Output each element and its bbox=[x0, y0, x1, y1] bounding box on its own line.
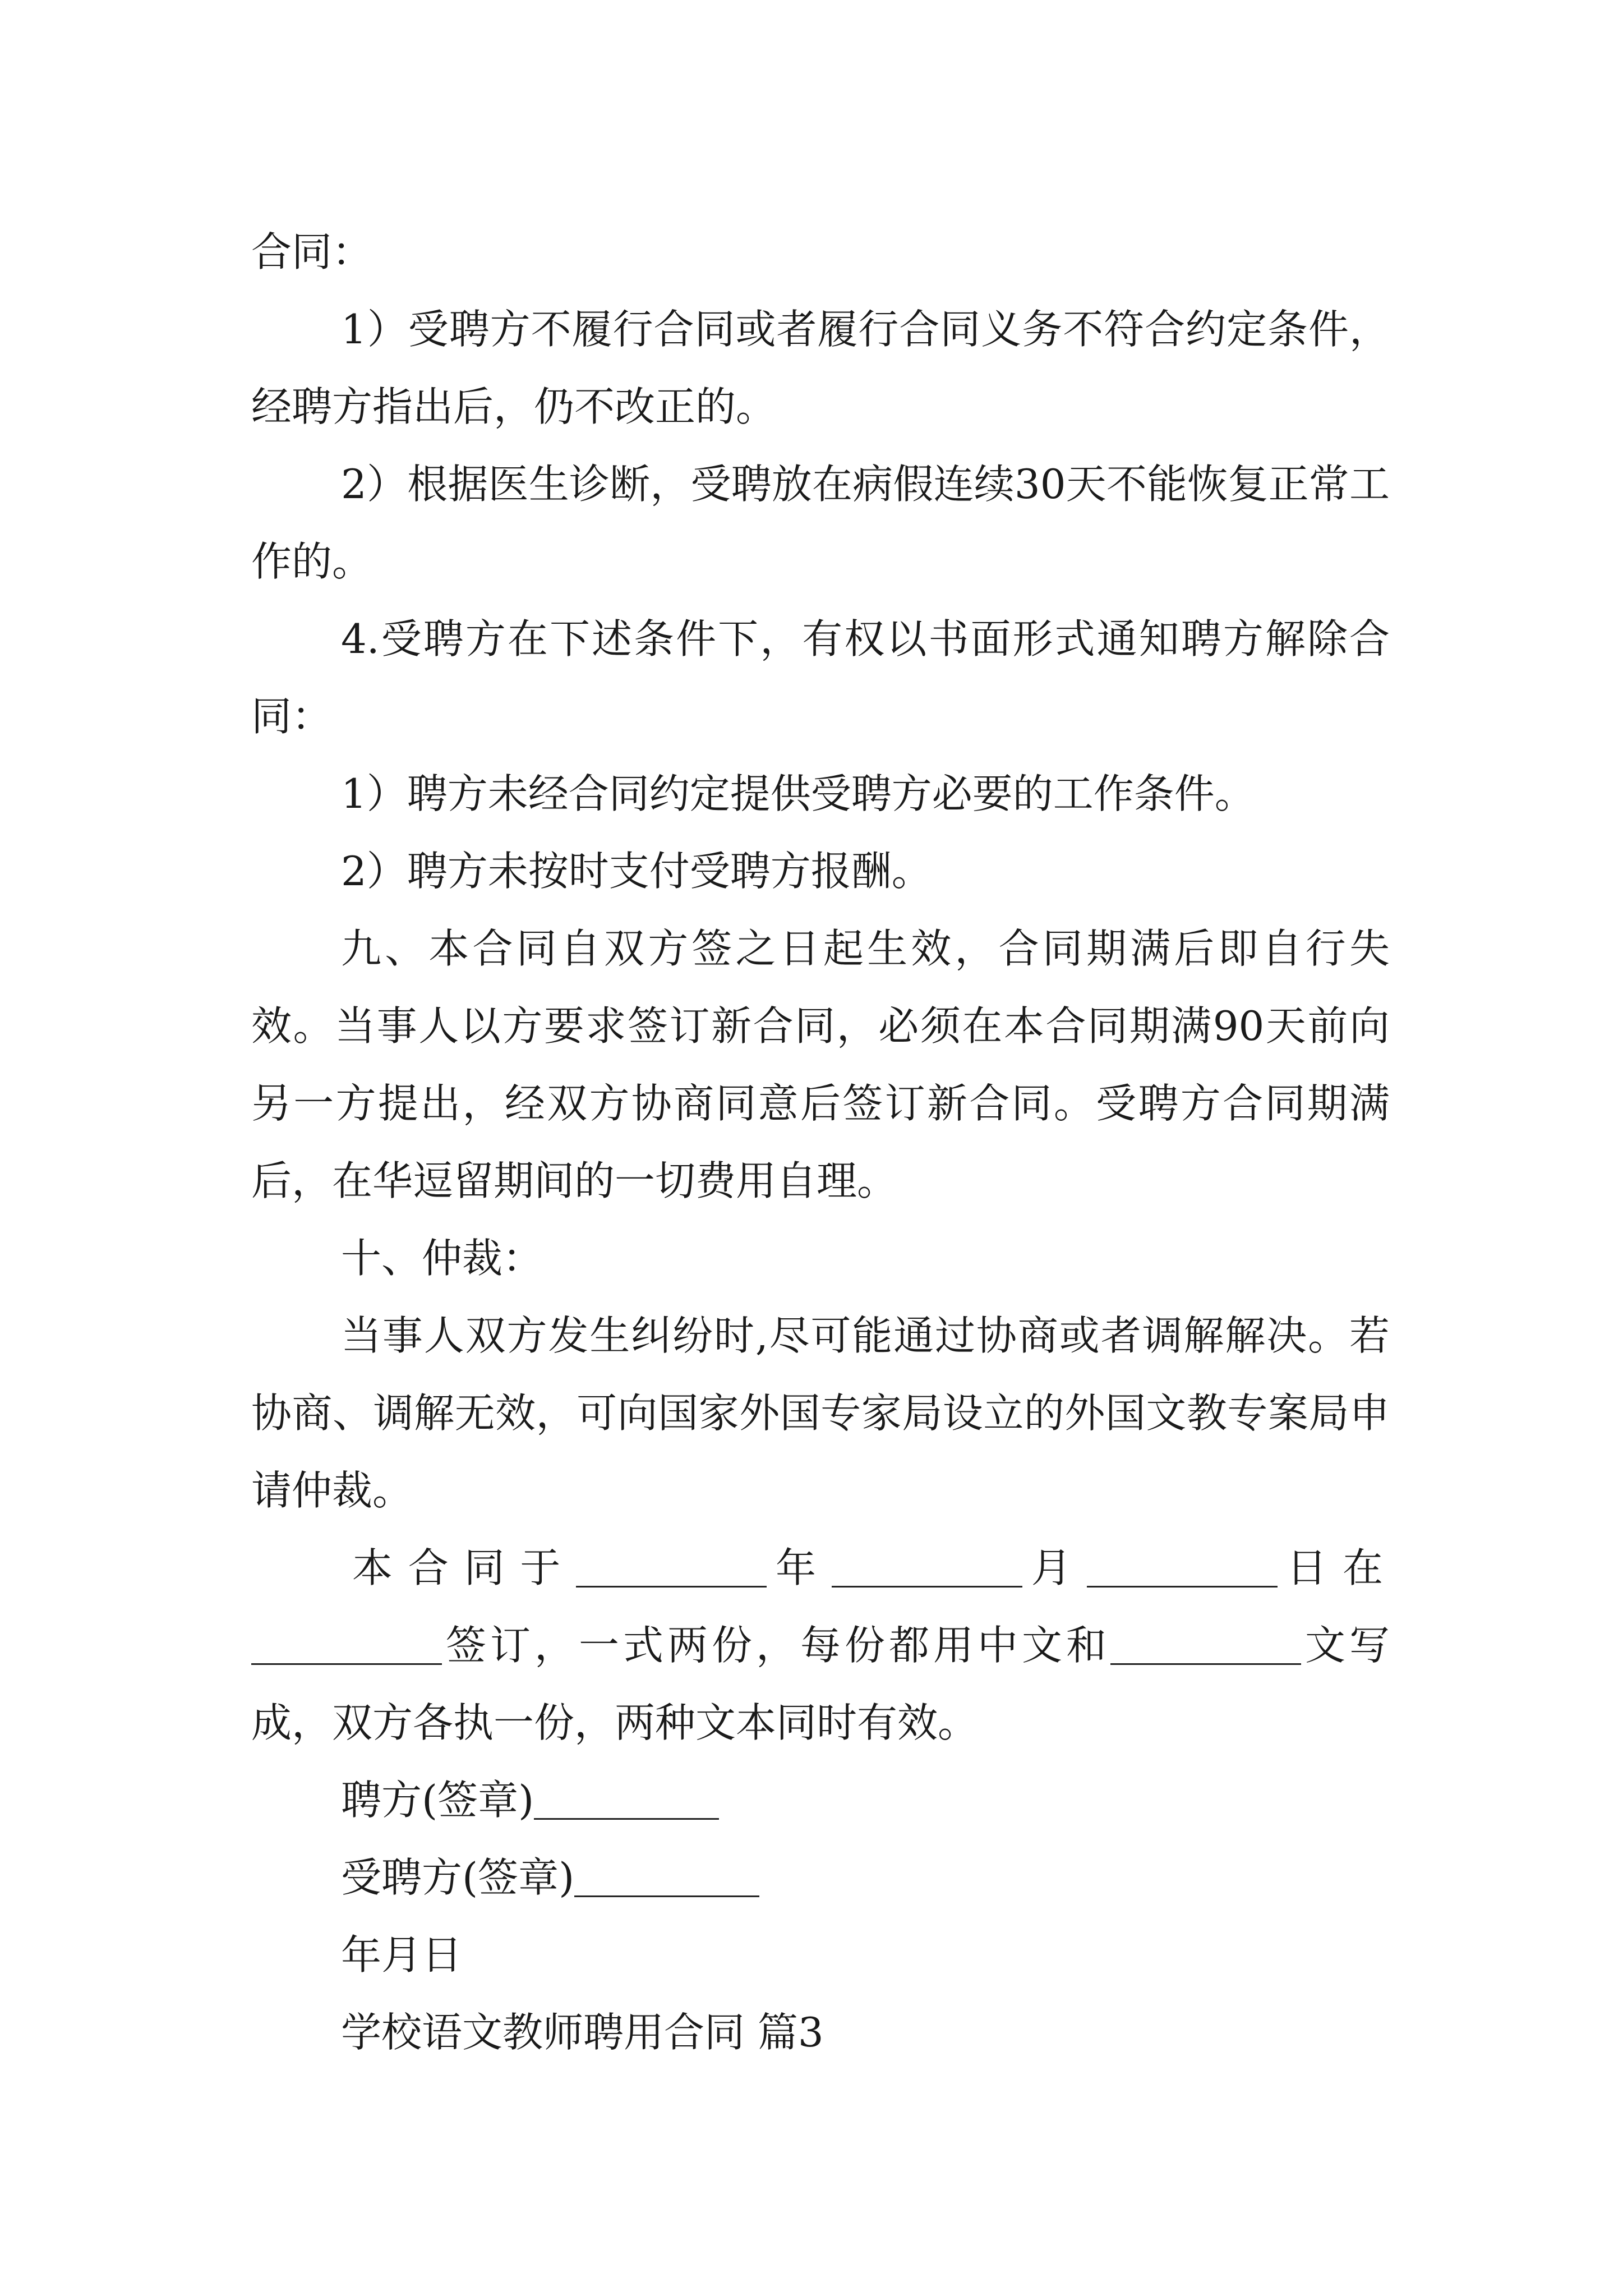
day-blank[interactable] bbox=[1087, 1545, 1278, 1588]
year-blank[interactable] bbox=[576, 1545, 767, 1588]
place-blank[interactable] bbox=[251, 1623, 442, 1665]
employer-signature-label: 聘方(签章) bbox=[341, 1777, 534, 1824]
employer-signature-line bbox=[251, 1761, 1390, 1839]
signing-month-label: 月 bbox=[1022, 1544, 1087, 1591]
employee-signature-label: 受聘方(签章) bbox=[341, 1854, 575, 1901]
paragraph-clause-1: 1）受聘方不履行合同或者履行合同义务不符合约定条件，经聘方指出后，仍不改正的。 bbox=[251, 306, 1390, 430]
employee-signature-line bbox=[251, 1839, 1390, 1916]
paragraph-article-10-heading: 十、仲裁： bbox=[341, 1235, 543, 1282]
month-blank[interactable] bbox=[832, 1545, 1022, 1588]
employee-signature-blank[interactable] bbox=[574, 1855, 759, 1897]
signing-prefix: 本合同于 bbox=[352, 1544, 577, 1591]
paragraph-clause-4: 4.受聘方在下述条件下，有权以书面形式通知聘方解除合同： bbox=[251, 615, 1390, 740]
paragraph-signing bbox=[251, 1529, 1390, 1761]
signing-day-label: 日在 bbox=[1278, 1544, 1390, 1591]
signing-signed-text: 签订，一式两份，每份都用中文和 bbox=[442, 1622, 1110, 1669]
employer-signature-blank[interactable] bbox=[534, 1778, 719, 1820]
paragraph-arbitration: 当事人双方发生纠纷时,尽可能通过协商或者调解解决。若协商、调解无效，可向国家外国专家局设立的外国文教专案局申请仲裁。 bbox=[251, 1312, 1390, 1514]
paragraph-contract-heading: 合同： bbox=[251, 228, 373, 275]
signing-written-text: 文写成，双方各执一份，两种文本同时有效。 bbox=[251, 1622, 1390, 1746]
paragraph-clause-2: 2）根据医生诊断，受聘放在病假连续30天不能恢复正常工作的。 bbox=[251, 461, 1390, 585]
language-blank[interactable] bbox=[1110, 1623, 1301, 1665]
paragraph-subclause-2: 2）聘方未按时支付受聘方报酬。 bbox=[341, 848, 932, 895]
document-body bbox=[251, 213, 1390, 2071]
paragraph-subclause-1: 1）聘方未经合同约定提供受聘方必要的工作条件。 bbox=[341, 770, 1255, 817]
signature-date: 年月日 bbox=[341, 1931, 463, 1978]
next-section-title: 学校语文教师聘用合同 篇3 bbox=[341, 2009, 824, 2056]
paragraph-article-9: 九、本合同自双方签之日起生效，合同期满后即自行失效。当事人以方要求签订新合同，必须在本合同期满90天前向另一方提出，经双方协商同意后签订新合同。受聘方合同期满后，在华逗留期间的一切费用自理。 bbox=[251, 925, 1390, 1204]
signing-year-label: 年 bbox=[767, 1544, 832, 1591]
